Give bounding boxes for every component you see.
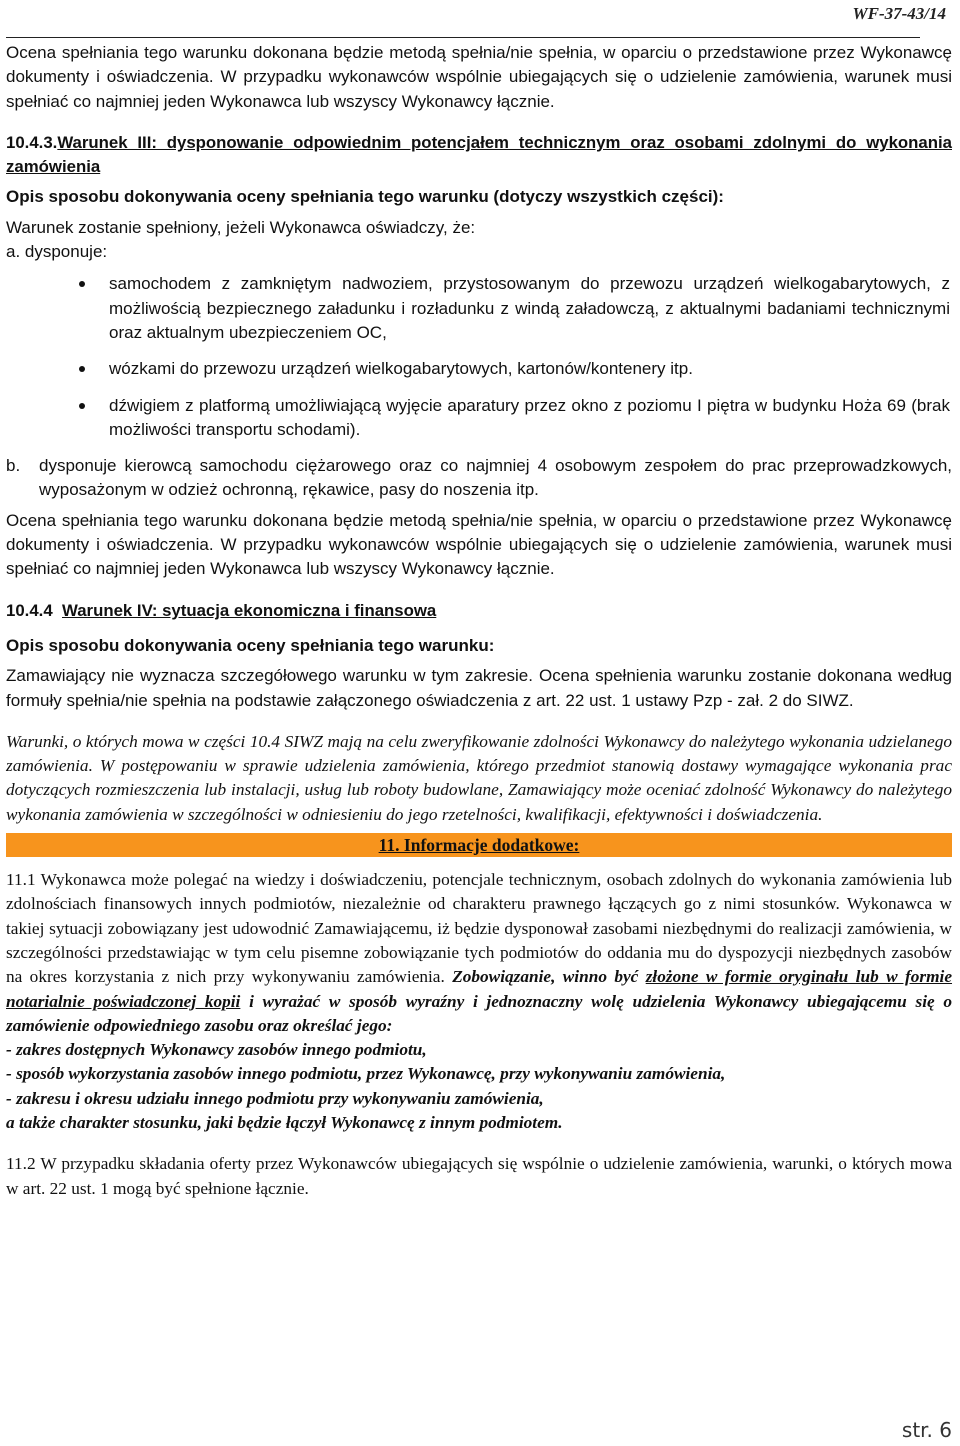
document-body bbox=[6, 41, 952, 1201]
document-code: WF-37-43/14 bbox=[852, 4, 946, 23]
section-11-heading-bar bbox=[6, 833, 952, 857]
list-item: samochodem z zamkniętym nadwoziem, przystosowanym do przewozu urządzeń wielkogabarytowych, z możliwością bezpiecznego załadunku i rozładunku z windą załadowczą, z aktualnymi badaniami technicznymi oraz aktualnym ubezpieczeniem OC, bbox=[6, 272, 952, 345]
list-item: dźwigiem z platformą umożliwiającą wyjęcie aparatury przez okno z poziomu I piętra w budynku Hoża 69 (brak możliwości transportu schodami). bbox=[6, 394, 952, 443]
condition-3-number: 10.4.3. bbox=[6, 132, 58, 152]
condition-4-text: Zamawiający nie wyznacza szczegółowego warunku w tym zakresie. Ocena spełnienia warunku zostanie dokonana według formuły spełnia/nie spełnia na podstawie załączonego oświadczenia z art. 22 ust. 1 ustawy Pzp - zał. 2 do SIWZ. bbox=[6, 666, 952, 710]
condition-3-b-paragraph bbox=[6, 454, 952, 503]
condition-3-equipment-list bbox=[6, 272, 952, 442]
condition-3-heading bbox=[6, 131, 952, 180]
condition-3-b-label: b. bbox=[6, 456, 21, 476]
list-item: - zakresu i okresu udziału innego podmiotu przy wykonywaniu zamówienia, bbox=[6, 1088, 544, 1108]
list-item: - zakres dostępnych Wykonawcy zasobów innego podmiotu, bbox=[6, 1040, 427, 1060]
condition-3-intro: Warunek zostanie spełniony, jeżeli Wykonawca oświadczy, że: bbox=[6, 217, 476, 237]
condition-3-b-text: dysponuje kierowcą samochodu ciężarowego oraz co najmniej 4 osobowym zespołem do prac przeprowadzkowych, wyposażonym w odzież ochronną, rękawice, pasy do noszenia itp. bbox=[39, 456, 952, 500]
section-11-1-emphasis-b: i wyrażać w sposób wyraźny i jednoznaczny wolę udzielenia Wykonawcy ubiegającemu się o zamówienie odpowiedniego zasobu oraz określać jego: bbox=[6, 991, 952, 1035]
list-item: - sposób wykorzystania zasobów innego podmiotu, przez Wykonawcę, przy wykonywaniu zamówienia, bbox=[6, 1064, 726, 1084]
bullet-icon bbox=[79, 366, 85, 372]
intro-paragraph: Ocena spełniania tego warunku dokonana będzie metodą spełnia/nie spełnia, w oparciu o przedstawione przez Wykonawcę dokumenty i oświadczenia. W przypadku wykonawców wspólnie ubiegających się o udzielenie zamówienia, warunek musi spełniać co najmniej jeden Wykonawca lub wszyscy Wykonawcy łącznie. bbox=[6, 43, 952, 111]
section-11-2-paragraph: 11.2 W przypadku składania oferty przez Wykonawców ubiegających się wspólnie o udzielenie zamówienia, warunki, o których mowa w art. 22 ust. 1 mogą być spełnione łącznie. bbox=[6, 1154, 952, 1198]
condition-3-a-label: a. dysponuje: bbox=[6, 242, 108, 262]
condition-4-number: 10.4.4 bbox=[6, 600, 53, 620]
list-item: wózkami do przewozu urządzeń wielkogabarytowych, kartonów/kontenery itp. bbox=[6, 357, 952, 381]
list-item: a także charakter stosunku, jaki będzie łączył Wykonawcę z innym podmiotem. bbox=[6, 1112, 563, 1132]
section-11-1-emphasis-a: Zobowiązanie, winno być bbox=[452, 967, 639, 987]
bullet-icon bbox=[79, 281, 85, 287]
condition-3-evaluation: Ocena spełniania tego warunku dokonana będzie metodą spełnia/nie spełnia, w oparciu o przedstawione przez Wykonawcę dokumenty i oświadczenia. W przypadku wykonawców wspólnie ubiegających się o udzielenie zamówienia, warunek musi spełniać co najmniej jeden Wykonawca lub wszyscy Wykonawcy łącznie. bbox=[6, 510, 952, 579]
condition-4-heading bbox=[6, 599, 952, 623]
bullet-icon bbox=[79, 403, 85, 409]
section-11-1-emphasis-underlined: złożone w formie oryginału lub w formie notarialnie poświadczonej kopii bbox=[6, 967, 953, 1011]
section-11-1-paragraph bbox=[6, 868, 952, 1038]
header-divider bbox=[6, 37, 920, 38]
condition-4-title: Warunek IV: sytuacja ekonomiczna i finansowa bbox=[62, 600, 437, 620]
section-11-heading: 11. Informacje dodatkowe: bbox=[378, 835, 580, 856]
condition-4-assessment-heading: Opis sposobu dokonywania oceny spełniania tego warunku: bbox=[6, 635, 495, 655]
verification-note: Warunki, o których mowa w części 10.4 SIWZ mają na celu zweryfikowanie zdolności Wykonawcy do należytego wykonania udzielanego zamówienia. W postępowaniu w sprawie udzielenia zamówienia, którego przedmiot stanowią dostawy wymagające wykonania prac dotyczących rozmieszczenia lub instalacji, usług lub roboty budowlane, Zamawiający może oceniać zdolność Wykonawcy do należytego wykonania zamówienia w szczególności w odniesieniu do jego rzetelności, kwalifikacji, efektywności i doświadczenia. bbox=[6, 731, 952, 824]
section-11-1-text: 11.1 Wykonawca może polegać na wiedzy i doświadczeniu, potencjale technicznym, osobach zdolnych do wykonania zamówienia lub zdolnościach finansowych innych podmiotów, niezależnie od charakteru prawnego łączących go z nimi stosunków. Wykonawca w takiej sytuacji zobowiązany jest udowodnić Zamawiającemu, iż będzie dysponował zasobami niezbędnymi do realizacji zamówienia, w szczególności przedstawiając w tym celu pisemne zobowiązanie tych podmiotów do oddania mu do dyspozycji niezbędnych zasobów na okres korzystania z nich przy wykonywaniu zamówienia. bbox=[6, 870, 952, 987]
condition-3-assessment-heading: Opis sposobu dokonywania oceny spełniania tego warunku (dotyczy wszystkich części): bbox=[6, 187, 724, 207]
page-number: str. 6 bbox=[901, 1418, 952, 1442]
condition-3-title: Warunek III: dysponowanie odpowiednim potencjałem technicznym oraz osobami zdolnymi do wykonania zamówienia bbox=[6, 132, 952, 177]
